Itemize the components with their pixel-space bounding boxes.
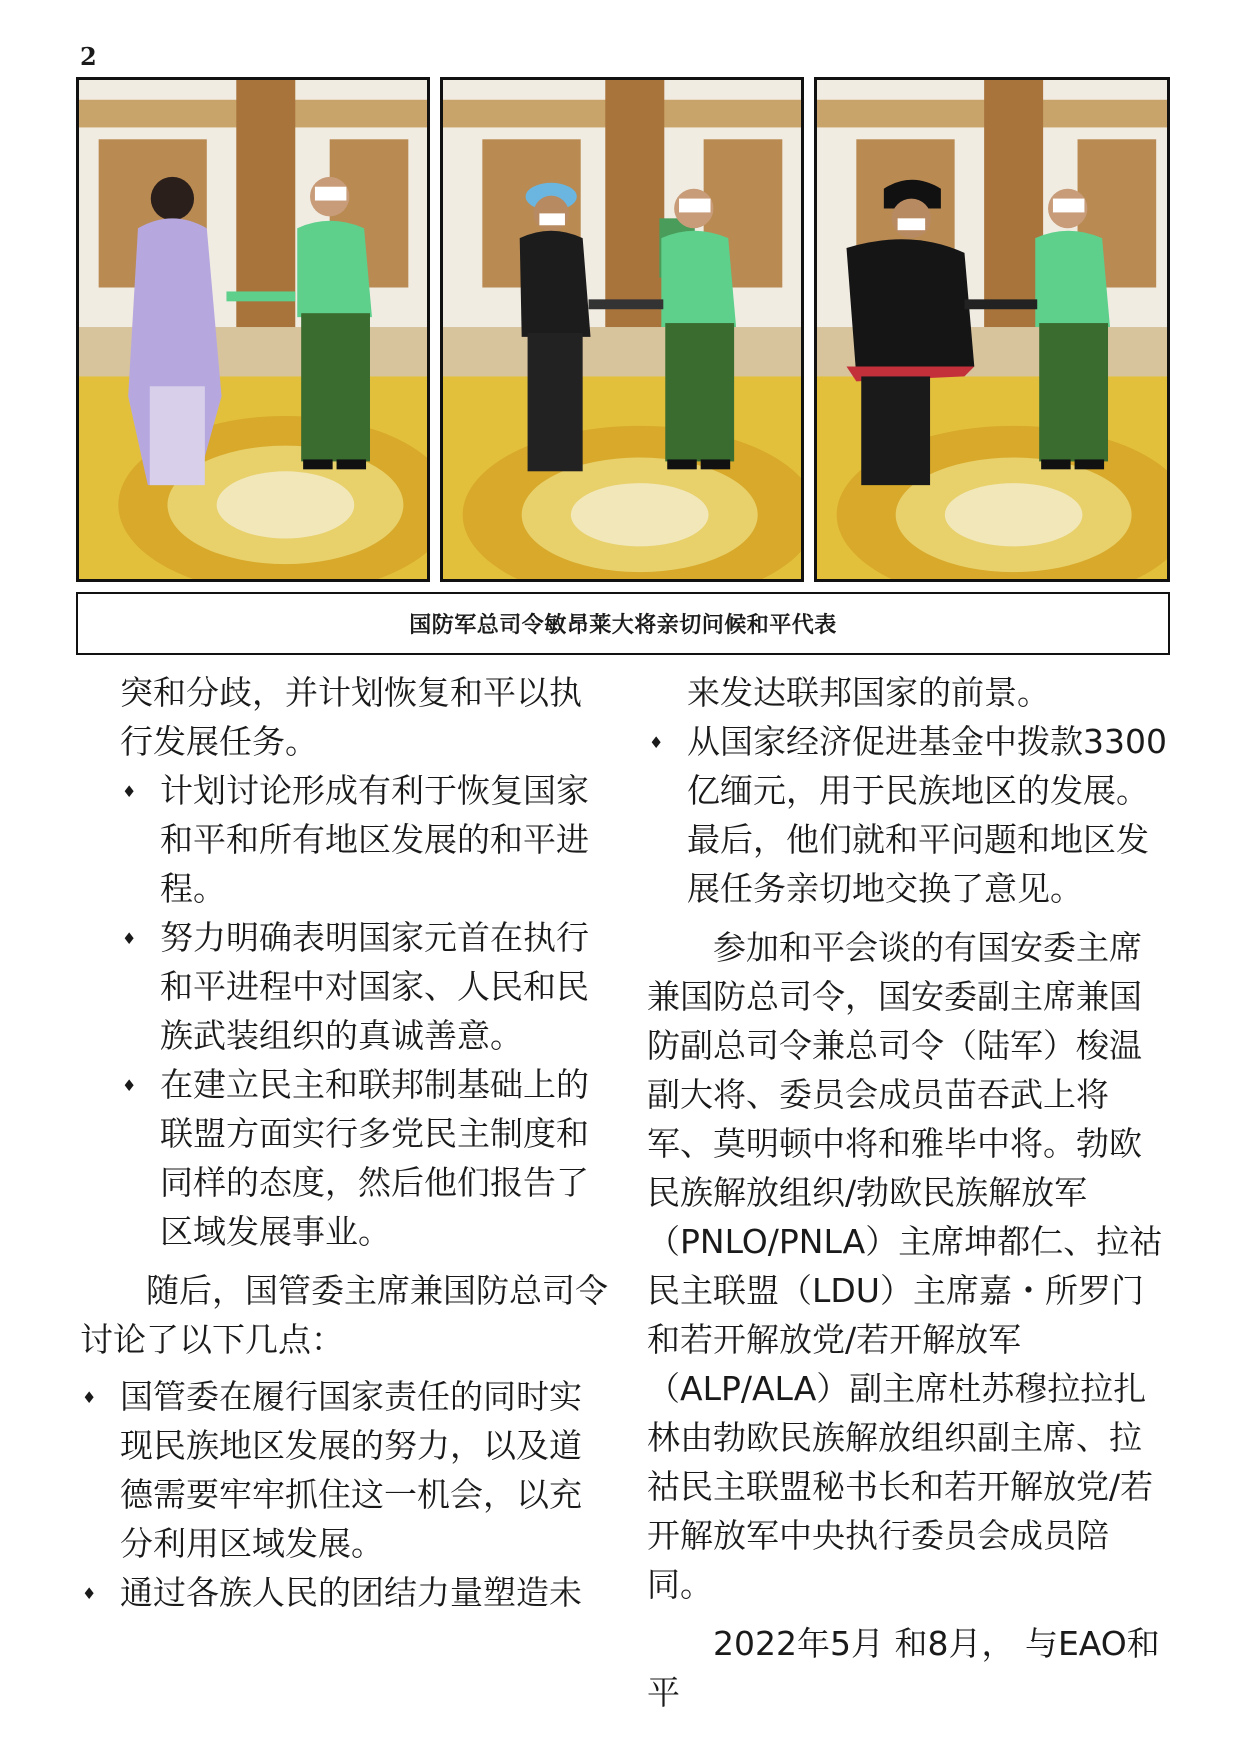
list-item-text: 在建立民主和联邦制基础上的联盟方面实行多党民主制度和同样的态度，然后他们报告了区域发展事业。 <box>160 1065 589 1251</box>
bullet-list-a <box>80 766 610 1256</box>
photo-handshake-3 <box>814 77 1170 582</box>
right-lead-text: 来发达联邦国家的前景。 <box>687 673 1050 712</box>
photo-caption-box <box>76 592 1170 655</box>
list-item <box>80 913 610 1060</box>
diamond-bullet-icon: ♦ <box>649 733 664 752</box>
list-item <box>80 1372 610 1568</box>
list-item-text: 计划讨论形成有利于恢复国家和平和所有地区发展的和平进程。 <box>160 771 589 908</box>
right-column <box>647 668 1167 1717</box>
list-item-text: 国管委在履行国家责任的同时实现民族地区发展的努力，以及道德需要牢牢抓住这一机会，以充分利用区域发展。 <box>120 1377 582 1563</box>
right-paragraph-1: 参加和平会谈的有国安委主席兼国防总司令，国安委副主席兼国防副总司令兼总司令（陆军）梭温副大将、委员会成员苗吞武上将军、莫明顿中将和雅毕中将。勃欧民族解放组织/勃欧民族解放军（PNLO/PNLA）主席坤都仁、拉祜民主联盟（LDU）主席嘉・所罗门和若开解放党/若开解放军（ALP/ALA）副主席杜苏穆拉拉扎林由勃欧民族解放组织副主席、拉祜民主联盟秘书长和若开解放党/若开解放军中央执行委员会成员陪同。 <box>647 928 1163 1604</box>
photo-strip <box>76 77 1170 582</box>
list-item-text: 努力明确表明国家元首在执行和平进程中对国家、人民和民族武装组织的真诚善意。 <box>160 918 589 1055</box>
diamond-bullet-icon: ♦ <box>122 782 137 801</box>
left-column <box>80 668 610 1617</box>
bullet-list-right <box>647 717 1167 913</box>
photo-caption: 国防军总司令敏昂莱大将亲切问候和平代表 <box>409 613 837 638</box>
diamond-bullet-icon: ♦ <box>82 1388 97 1407</box>
left-lead-text: 突和分歧，并计划恢复和平以执行发展任务。 <box>120 673 582 761</box>
list-item <box>80 1060 610 1256</box>
photo-handshake-1 <box>76 77 430 582</box>
bullet-list-b <box>80 1372 610 1617</box>
page-number: 2 <box>80 42 97 71</box>
diamond-bullet-icon: ♦ <box>122 929 137 948</box>
diamond-bullet-icon: ♦ <box>82 1584 97 1603</box>
list-item-text: 从国家经济促进基金中拨款3300亿缅元，用于民族地区的发展。最后，他们就和平问题和地区发展任务亲切地交换了意见。 <box>687 722 1167 908</box>
diamond-bullet-icon: ♦ <box>122 1076 137 1095</box>
photo-handshake-2 <box>440 77 804 582</box>
list-item <box>647 717 1167 913</box>
list-item-text: 通过各族人民的团结力量塑造未 <box>120 1573 582 1612</box>
right-paragraph-2: 2022年5月 和8月， 与EAO和 平 <box>647 1624 1160 1712</box>
list-item <box>80 1568 610 1617</box>
left-paragraph: 随后，国管委主席兼国防总司令讨论了以下几点： <box>80 1271 608 1359</box>
list-item <box>80 766 610 913</box>
